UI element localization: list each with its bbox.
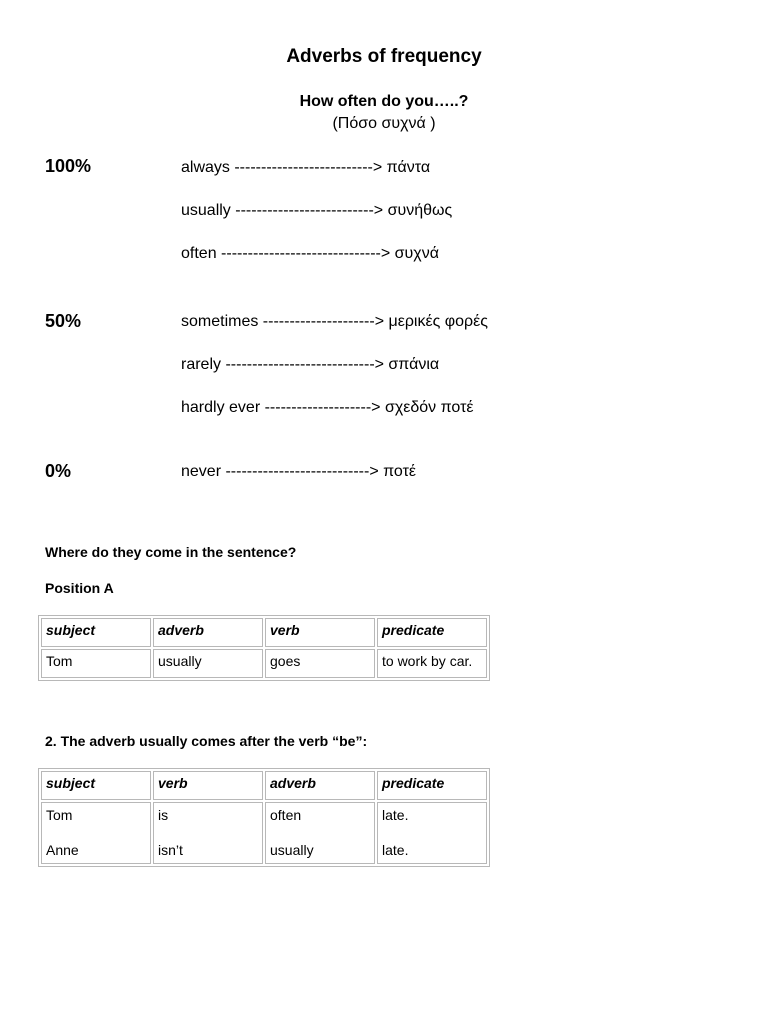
table-row	[41, 649, 487, 678]
position-a-heading: Position A	[45, 580, 114, 596]
table-header-row	[41, 771, 487, 800]
document-title: Adverbs of frequency	[286, 46, 482, 67]
section-question: Where do they come in the sentence?	[45, 544, 297, 560]
table-row	[41, 802, 487, 864]
percent-label-0: 0%	[45, 461, 72, 481]
table-header-row	[41, 618, 487, 647]
cell-value: isn’t	[158, 842, 183, 858]
table-header-cell: adverb	[153, 618, 263, 647]
adverb-line-always: always --------------------------> πάντα	[181, 159, 431, 176]
table-cell	[153, 802, 263, 864]
adverb-line-rarely: rarely ----------------------------> σπάνια	[181, 356, 440, 373]
position-b-table	[38, 768, 490, 867]
adverb-line-sometimes: sometimes ---------------------> μερικές φορές	[181, 313, 488, 330]
table-header-cell: subject	[41, 618, 151, 647]
table-header-cell: predicate	[377, 618, 487, 647]
table-cell	[41, 802, 151, 864]
position-b-heading: 2. The adverb usually comes after the verb “be”:	[45, 733, 368, 749]
cell-value: late.	[382, 807, 409, 823]
table-cell: usually	[153, 649, 263, 678]
percent-label-50: 50%	[45, 311, 82, 331]
table-cell	[265, 802, 375, 864]
table-header-cell: verb	[265, 618, 375, 647]
adverb-line-hardly-ever: hardly ever --------------------> σχεδόν ποτέ	[181, 399, 474, 416]
adverb-line-often: often ------------------------------> συχνά	[181, 245, 439, 262]
position-a-table	[38, 615, 490, 681]
subtitle-question: How often do you…..?	[299, 93, 469, 110]
cell-value: is	[158, 807, 169, 823]
table-header-cell: predicate	[377, 771, 487, 800]
table-cell	[377, 802, 487, 864]
percent-label-100: 100%	[45, 156, 92, 176]
cell-value: usually	[270, 842, 314, 858]
adverb-line-never: never ---------------------------> ποτέ	[181, 463, 417, 480]
table-header-cell: verb	[153, 771, 263, 800]
adverb-line-usually: usually --------------------------> συνήθως	[181, 202, 453, 219]
cell-value: Anne	[46, 842, 79, 858]
table-cell: Tom	[41, 649, 151, 678]
table-header-cell: adverb	[265, 771, 375, 800]
cell-value: late.	[382, 842, 409, 858]
table-cell: to work by car.	[377, 649, 487, 678]
cell-value: Tom	[46, 807, 73, 823]
cell-value: often	[270, 807, 302, 823]
table-header-cell: subject	[41, 771, 151, 800]
subtitle-greek: (Πόσο συχνά )	[332, 115, 436, 132]
table-cell: goes	[265, 649, 375, 678]
